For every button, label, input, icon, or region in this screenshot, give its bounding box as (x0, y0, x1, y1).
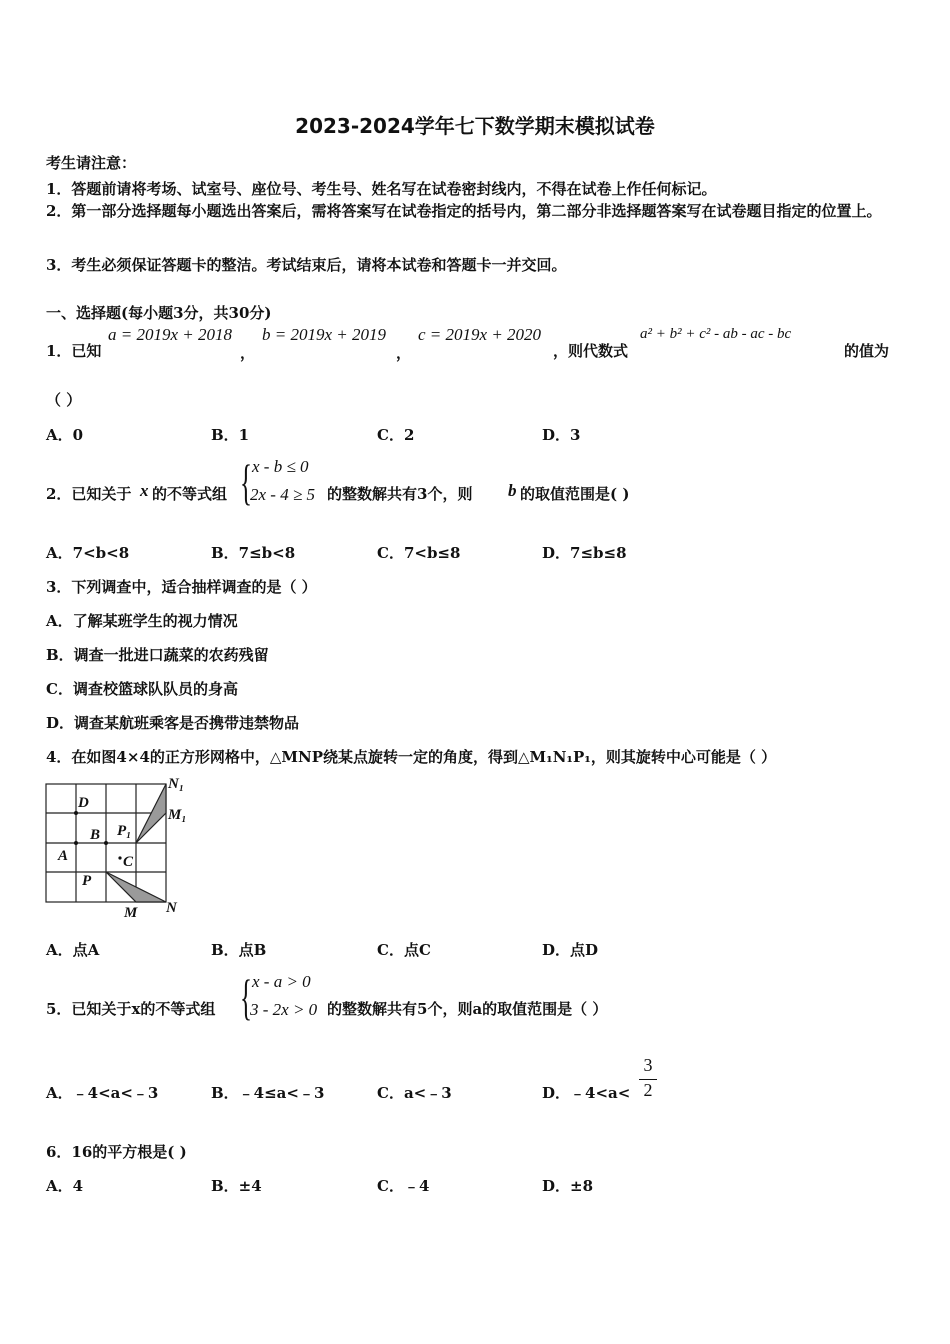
q6-option-b: B．±4 (211, 1177, 262, 1195)
q5-prefix: 5．已知关于x的不等式组 (46, 1000, 216, 1018)
q1-sep2: ， (396, 344, 412, 362)
notice-item-3: 3．考生必须保证答题卡的整洁。考试结束后，请将本试卷和答题卡一并交回。 (46, 256, 567, 274)
q5-fraction-denominator: 2 (643, 1080, 653, 1100)
section-heading: 一、选择题(每小题3分，共30分) (46, 304, 272, 322)
q2-suffix: 的整数解共有3个，则 (327, 485, 473, 503)
q1-option-b: B．1 (211, 426, 250, 444)
label-n: N (166, 900, 177, 916)
q2-var-x: x (140, 481, 149, 500)
q1-sep1: ， (240, 344, 256, 362)
q1-mid: ，则代数式 (553, 342, 629, 360)
q3-option-c: C．调查校篮球队队员的身高 (46, 680, 238, 698)
q1-option-a: A．0 (46, 426, 84, 444)
point-b (104, 841, 108, 845)
q1-suffix: 的值为 (844, 342, 890, 360)
q1-eq-c: c = 2019x + 2020 (418, 325, 542, 344)
q2-option-d: D．7≤b≤8 (542, 544, 627, 562)
q1-option-d: D．3 (542, 426, 581, 444)
q2-system-line-1: x - b ≤ 0 (252, 457, 309, 476)
q4-option-a: A．点A (46, 941, 100, 959)
q1-answer-paren: （ ） (46, 391, 82, 409)
q3-option-b: B．调查一批进口蔬菜的农药残留 (46, 646, 269, 664)
q6-option-c: C．﹣4 (377, 1177, 430, 1195)
q5-brace: { (240, 969, 252, 1025)
q2-option-a: A．7<b<8 (46, 544, 130, 562)
notice-heading: 考生请注意： (46, 154, 137, 172)
label-p1: P₁ (117, 823, 132, 839)
q6-option-d: D．±8 (542, 1177, 594, 1195)
q2-var-b: b (508, 481, 517, 500)
label-m1: M₁ (168, 807, 187, 823)
page-title: 2023-2024学年七下数学期末模拟试卷 (295, 114, 655, 138)
label-m: M (124, 905, 138, 921)
q4-stem: 4．在如图4×4的正方形网格中，△MNP绕某点旋转一定的角度，得到△M₁N₁P₁，则其旋转中心可能是（ ） (46, 748, 777, 766)
q2-system-line-2: 2x - 4 ≥ 5 (250, 485, 316, 504)
q4-option-b: B．点B (211, 941, 267, 959)
q5-system-line-2: 3 - 2x > 0 (250, 1000, 318, 1019)
q5-fraction-numerator: 3 (643, 1055, 653, 1075)
q3-option-a: A．了解某班学生的视力情况 (46, 612, 238, 630)
label-d: D (78, 795, 89, 811)
notice-item-2: 2．第一部分选择题每小题选出答案后，需将答案写在试卷指定的括号内，第二部分非选择题答案写在试卷题目指定的位置上。 (46, 202, 882, 220)
label-b: B (90, 827, 101, 843)
point-a (74, 841, 78, 845)
q2-suffix-2: 的取值范围是( ) (520, 485, 630, 503)
label-n1: N₁ (168, 776, 185, 792)
label-p: P (82, 873, 92, 889)
q5-suffix: 的整数解共有5个，则a的取值范围是（ ） (327, 1000, 608, 1018)
q1-eq-b: b = 2019x + 2019 (262, 325, 386, 344)
q6-option-a: A．4 (46, 1177, 84, 1195)
q1-prefix: 1．已知 (46, 342, 102, 360)
label-a: A (58, 848, 69, 864)
q5-system-line-1: x - a > 0 (252, 972, 311, 991)
q3-option-d: D．调查某航班乘客是否携带违禁物品 (46, 714, 300, 732)
q2-brace: { (240, 454, 252, 510)
q5-option-c: C．a<﹣3 (377, 1084, 452, 1102)
label-c: C (123, 854, 134, 870)
point-d (74, 811, 78, 815)
q2-option-b: B．7≤b<8 (211, 544, 296, 562)
q4-option-c: C．点C (377, 941, 431, 959)
q2-mid: 的不等式组 (152, 485, 228, 503)
q1-expression: a² + b² + c² - ab - ac - bc (640, 326, 792, 342)
q5-option-d: D．﹣4<a< (542, 1084, 631, 1102)
q1-eq-a: a = 2019x + 2018 (108, 325, 232, 344)
q1-option-c: C．2 (377, 426, 415, 444)
point-c (118, 856, 121, 859)
q5-option-b: B．﹣4≤a<﹣3 (211, 1084, 325, 1102)
q2-prefix: 2．已知关于 (46, 485, 132, 503)
q3-stem: 3．下列调查中，适合抽样调查的是（ ） (46, 578, 317, 596)
notice-item-1: 1．答题前请将考场、试室号、座位号、考生号、姓名写在试卷密封线内，不得在试卷上作任何标记。 (46, 180, 717, 198)
q4-grid-figure (40, 772, 200, 922)
q2-option-c: C．7<b≤8 (377, 544, 461, 562)
q6-stem: 6．16的平方根是( ) (46, 1143, 187, 1161)
q5-option-a: A．﹣4<a<﹣3 (46, 1084, 159, 1102)
q4-option-d: D．点D (542, 941, 599, 959)
